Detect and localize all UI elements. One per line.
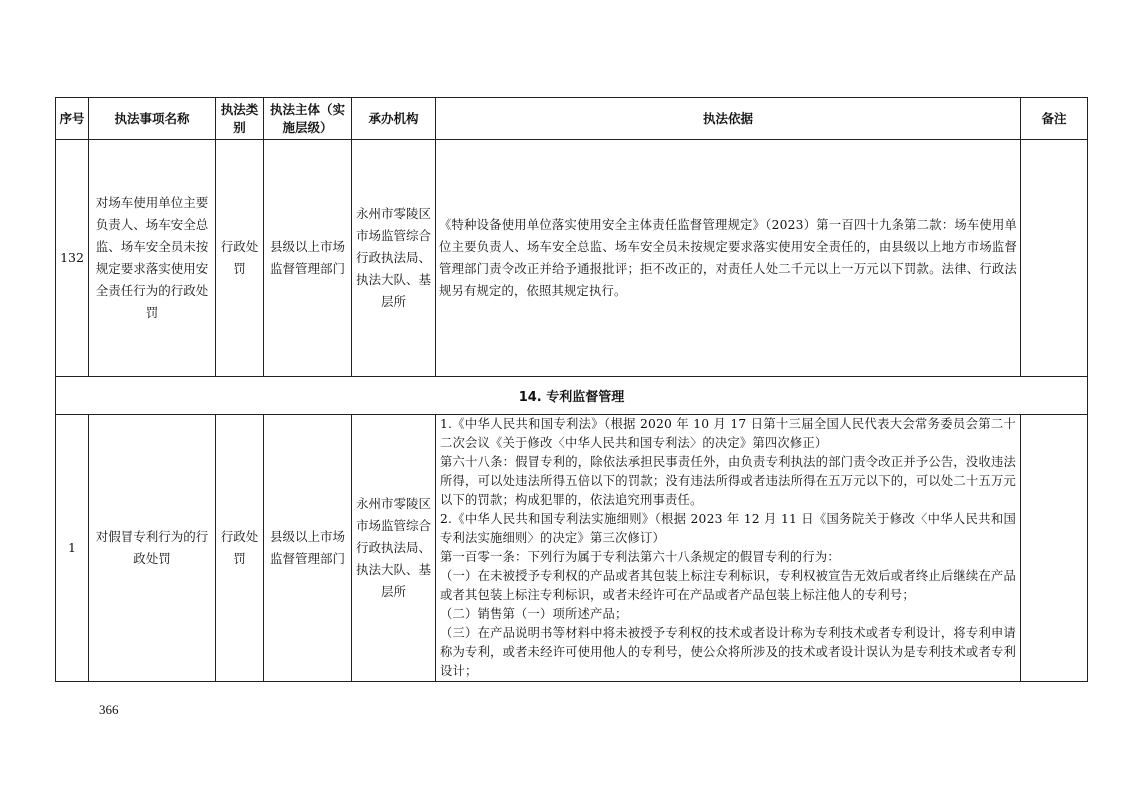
row-remark bbox=[1021, 415, 1088, 682]
basis-line: 1.《中华人民共和国专利法》（根据 2020 年 10 月 17 日第十三届全国人民代表大会常务委员会第二十二次会议《关于修改〈中华人民共和国专利法〉的决定》第四次修正） bbox=[440, 417, 1016, 450]
row-agency: 永州市零陵区市场监管综合行政执法局、执法大队、基层所 bbox=[352, 140, 436, 377]
basis-line: （一）在未被授予专利权的产品或者其包装上标注专利标识，专利权被宣告无效后或者终止后继续在产品或者其包装上标注专利标识，或者未经许可在产品或者产品包装上标注他人的专利号； bbox=[440, 569, 1016, 602]
table-row bbox=[56, 140, 1088, 377]
header-basis: 执法依据 bbox=[436, 98, 1021, 140]
header-seq: 序号 bbox=[56, 98, 89, 140]
basis-line: 第六十八条：假冒专利的，除依法承担民事责任外，由负责专利执法的部门责令改正并予公告，没收违法所得，可以处违法所得五倍以下的罚款；没有违法所得或者违法所得在五万元以下的，可以处二十五万元以下的罚款；构成犯罪的，依法追究刑事责任。 bbox=[440, 455, 1016, 507]
row-seq: 132 bbox=[56, 140, 89, 377]
row-remark bbox=[1021, 140, 1088, 377]
row-category: 行政处罚 bbox=[216, 415, 264, 682]
basis-line: 2.《中华人民共和国专利法实施细则》（根据 2023 年 12 月 11 日《国务院关于修改〈中华人民共和国专利法实施细则〉的决定》第三次修订） bbox=[440, 512, 1016, 545]
row-name: 对场车使用单位主要负责人、场车安全总监、场车安全员未按规定要求落实使用安全责任行为的行政处罚 bbox=[89, 140, 216, 377]
row-agency: 永州市零陵区市场监管综合行政执法局、执法大队、基层所 bbox=[352, 415, 436, 682]
table-row bbox=[56, 415, 1088, 682]
row-category: 行政处罚 bbox=[216, 140, 264, 377]
header-name: 执法事项名称 bbox=[89, 98, 216, 140]
row-seq: 1 bbox=[56, 415, 89, 682]
row-subject: 县级以上市场监督管理部门 bbox=[264, 415, 352, 682]
row-subject: 县级以上市场监督管理部门 bbox=[264, 140, 352, 377]
row-basis: 《特种设备使用单位落实使用安全主体责任监督管理规定》（2023）第一百四十九条第二款：场车使用单位主要负责人、场车安全总监、场车安全员未按规定要求落实使用安全责任的，由县级以上地方市场监督管理部门责令改正并给予通报批评；拒不改正的，对责任人处二千元以上一万元以下罚款。法律、行政法规另有规定的，依照其规定执行。 bbox=[436, 140, 1021, 377]
row-basis bbox=[436, 415, 1021, 682]
page-number: 366 bbox=[99, 702, 119, 717]
section-title: 14. 专利监督管理 bbox=[56, 377, 1088, 415]
header-subject: 执法主体（实施层级） bbox=[264, 98, 352, 140]
header-row bbox=[56, 98, 1088, 140]
header-remark: 备注 bbox=[1021, 98, 1088, 140]
row-name: 对假冒专利行为的行政处罚 bbox=[89, 415, 216, 682]
basis-line: （三）在产品说明书等材料中将未被授予专利权的技术或者设计称为专利技术或者专利设计，将专利申请称为专利，或者未经许可使用他人的专利号，使公众将所涉及的技术或者设计误认为是专利技术或者专利设计； bbox=[440, 626, 1016, 678]
enforcement-table bbox=[55, 97, 1088, 682]
basis-line: 第一百零一条：下列行为属于专利法第六十八条规定的假冒专利的行为： bbox=[440, 550, 840, 564]
basis-line: （二）销售第（一）项所述产品； bbox=[440, 607, 628, 621]
header-category: 执法类别 bbox=[216, 98, 264, 140]
section-row bbox=[56, 377, 1088, 415]
header-agency: 承办机构 bbox=[352, 98, 436, 140]
